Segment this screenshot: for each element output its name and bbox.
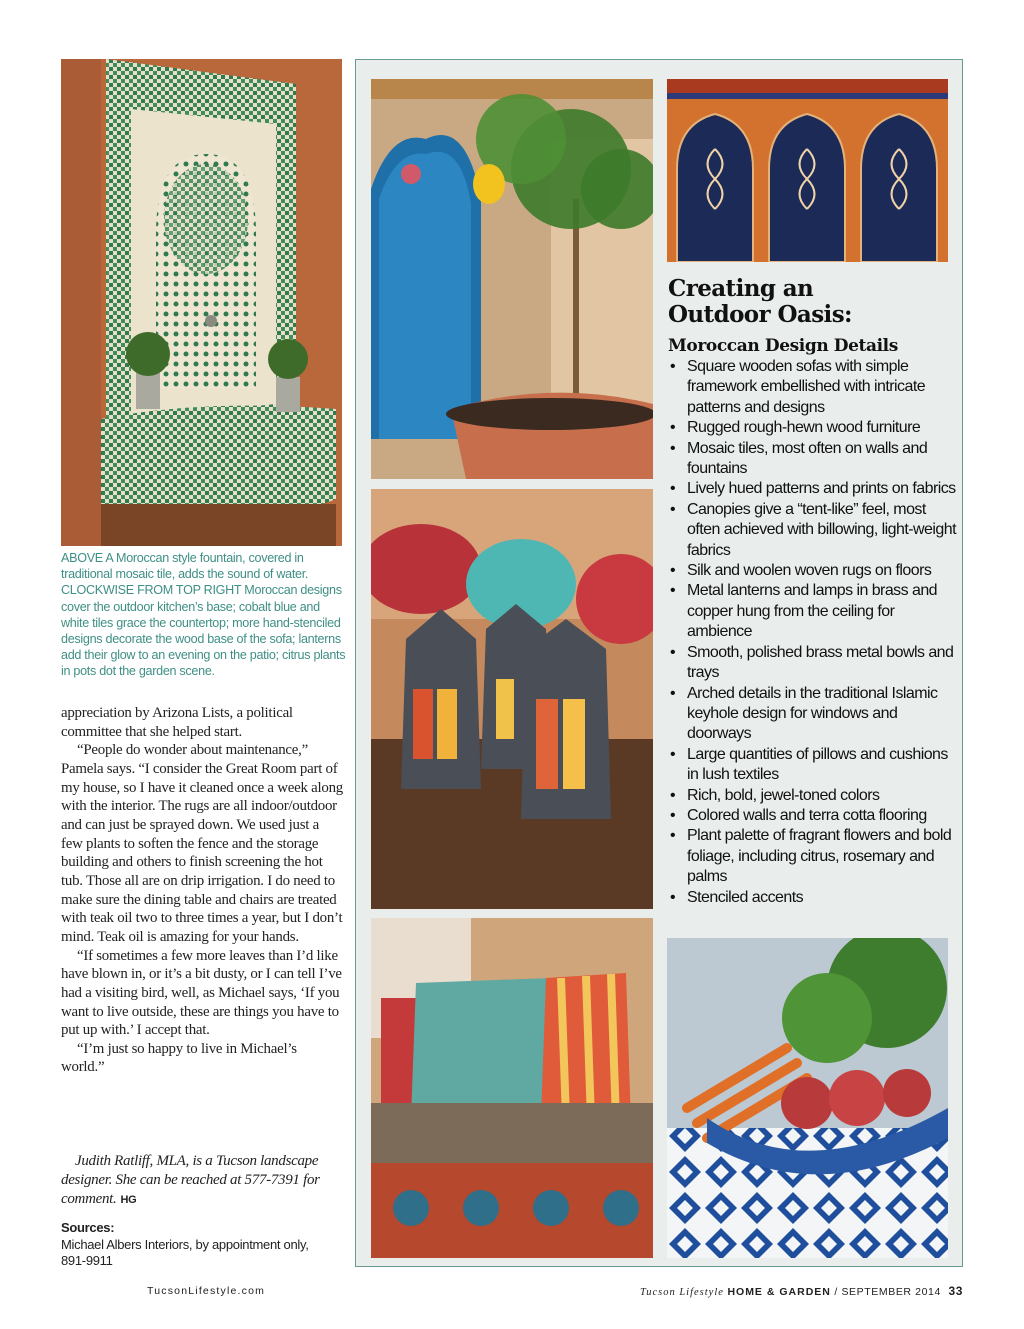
list-item: • Smooth, polished brass metal bowls and trays	[668, 643, 958, 684]
moroccan-arches-photo	[667, 79, 948, 262]
page-number: 33	[948, 1284, 963, 1298]
list-item: • Metal lanterns and lamps in brass and copper hung from the ceiling for ambience	[668, 581, 958, 642]
sidebar-title	[668, 276, 958, 328]
body-paragraph: “If sometimes a few more leaves than I’d like have blown in, or it’s a bit dusty, or I can tell I’ve had a visiting bird, well, as Michael says, ‘If you want to live outside, these are things you have to put up with.’ I accept that.	[61, 947, 342, 1039]
list-item: • Lively hued patterns and prints on fabrics	[668, 479, 958, 499]
footer-website[interactable]: TucsonLifestyle.com	[147, 1285, 266, 1297]
source-line: 891-9911	[61, 1253, 113, 1268]
body-paragraph: “I’m just so happy to live in Michael’s world.”	[61, 1040, 297, 1076]
end-mark: HG	[120, 1194, 137, 1206]
sources-title: Sources:	[61, 1220, 115, 1235]
author-byline	[61, 1152, 343, 1210]
keyhole-arches-illustration	[667, 79, 948, 262]
vegetables-illustration	[667, 938, 948, 1258]
footer-separator: /	[834, 1286, 838, 1298]
issue-date: SEPTEMBER 2014	[841, 1286, 941, 1298]
list-item: • Mosaic tiles, most often on walls and fountains	[668, 439, 958, 480]
list-item: • Rich, bold, jewel-toned colors	[668, 786, 958, 806]
section-name: HOME & GARDEN	[727, 1286, 831, 1298]
publication-name: Tucson Lifestyle	[639, 1287, 724, 1298]
sofa-illustration	[371, 918, 653, 1258]
list-item: • Canopies give a “tent-like” feel, most often achieved with billowing, light-weight fabrics	[668, 500, 958, 561]
fountain-photo	[61, 59, 342, 546]
list-item: • Silk and woolen woven rugs on floors	[668, 561, 958, 581]
list-item: • Rugged rough-hewn wood furniture	[668, 418, 958, 438]
list-item: • Plant palette of fragrant flowers and bold foliage, including citrus, rosemary and palms	[668, 826, 958, 887]
body-paragraph: appreciation by Arizona Lists, a political committee that she helped start.	[61, 705, 293, 740]
lanterns-photo	[371, 489, 653, 909]
vegetables-bowl-photo	[667, 938, 948, 1258]
sofa-photo	[371, 918, 653, 1258]
sidebar-title-line: Outdoor Oasis:	[668, 301, 852, 328]
sidebar-subtitle: Moroccan Design Details	[668, 336, 898, 356]
list-item: • Stenciled accents	[668, 888, 958, 908]
photo-caption: ABOVE A Moroccan style fountain, covered in traditional mosaic tile, adds the sound of water. CLOCKWISE FROM TOP RIGHT Moroccan designs cover the outdoor kitchen’s base; cobalt blue and white tiles grace the countertop; more hand-stenciled designs decorate the wood base of the sofa; lanterns add their glow to an evening on the patio; citrus plants in pots dot the garden scene.	[61, 551, 346, 679]
lemon-tree-photo	[371, 79, 653, 479]
sources-block	[61, 1220, 351, 1270]
list-item: • Colored walls and terra cotta flooring	[668, 806, 958, 826]
mosaic-fountain-illustration	[61, 59, 342, 546]
source-line: Michael Albers Interiors, by appointment only,	[61, 1236, 309, 1252]
sidebar-title-line: Creating an	[668, 275, 814, 302]
footer-folio	[560, 1284, 963, 1298]
lanterns-illustration	[371, 489, 653, 909]
lemon-tree-illustration	[371, 79, 653, 479]
article-body	[61, 704, 343, 1077]
design-details-list	[668, 357, 958, 908]
list-item: • Large quantities of pillows and cushions in lush textiles	[668, 745, 958, 786]
list-item: • Square wooden sofas with simple framework embellished with intricate patterns and designs	[668, 357, 958, 418]
byline-text: Judith Ratliff, MLA, is a Tucson landscape designer. She can be reached at 577-7391 for comment.	[61, 1153, 320, 1207]
list-item: • Arched details in the traditional Islamic keyhole design for windows and doorways	[668, 684, 958, 745]
body-paragraph: “People do wonder about maintenance,” Pamela says. “I consider the Great Room part of my house, so I have it cleaned once a week along with the interior. The rugs are all indoor/outdoor and can just be sprayed down. We used just a few plants to soften the fence and the storage building and others to finish screening the hot tub. Those all are on drip irrigation. I do need to make sure the dining table and chairs are treated with teak oil two to three times a year, but I don’t mind. Teak oil is amazing for your hands.	[61, 742, 343, 945]
